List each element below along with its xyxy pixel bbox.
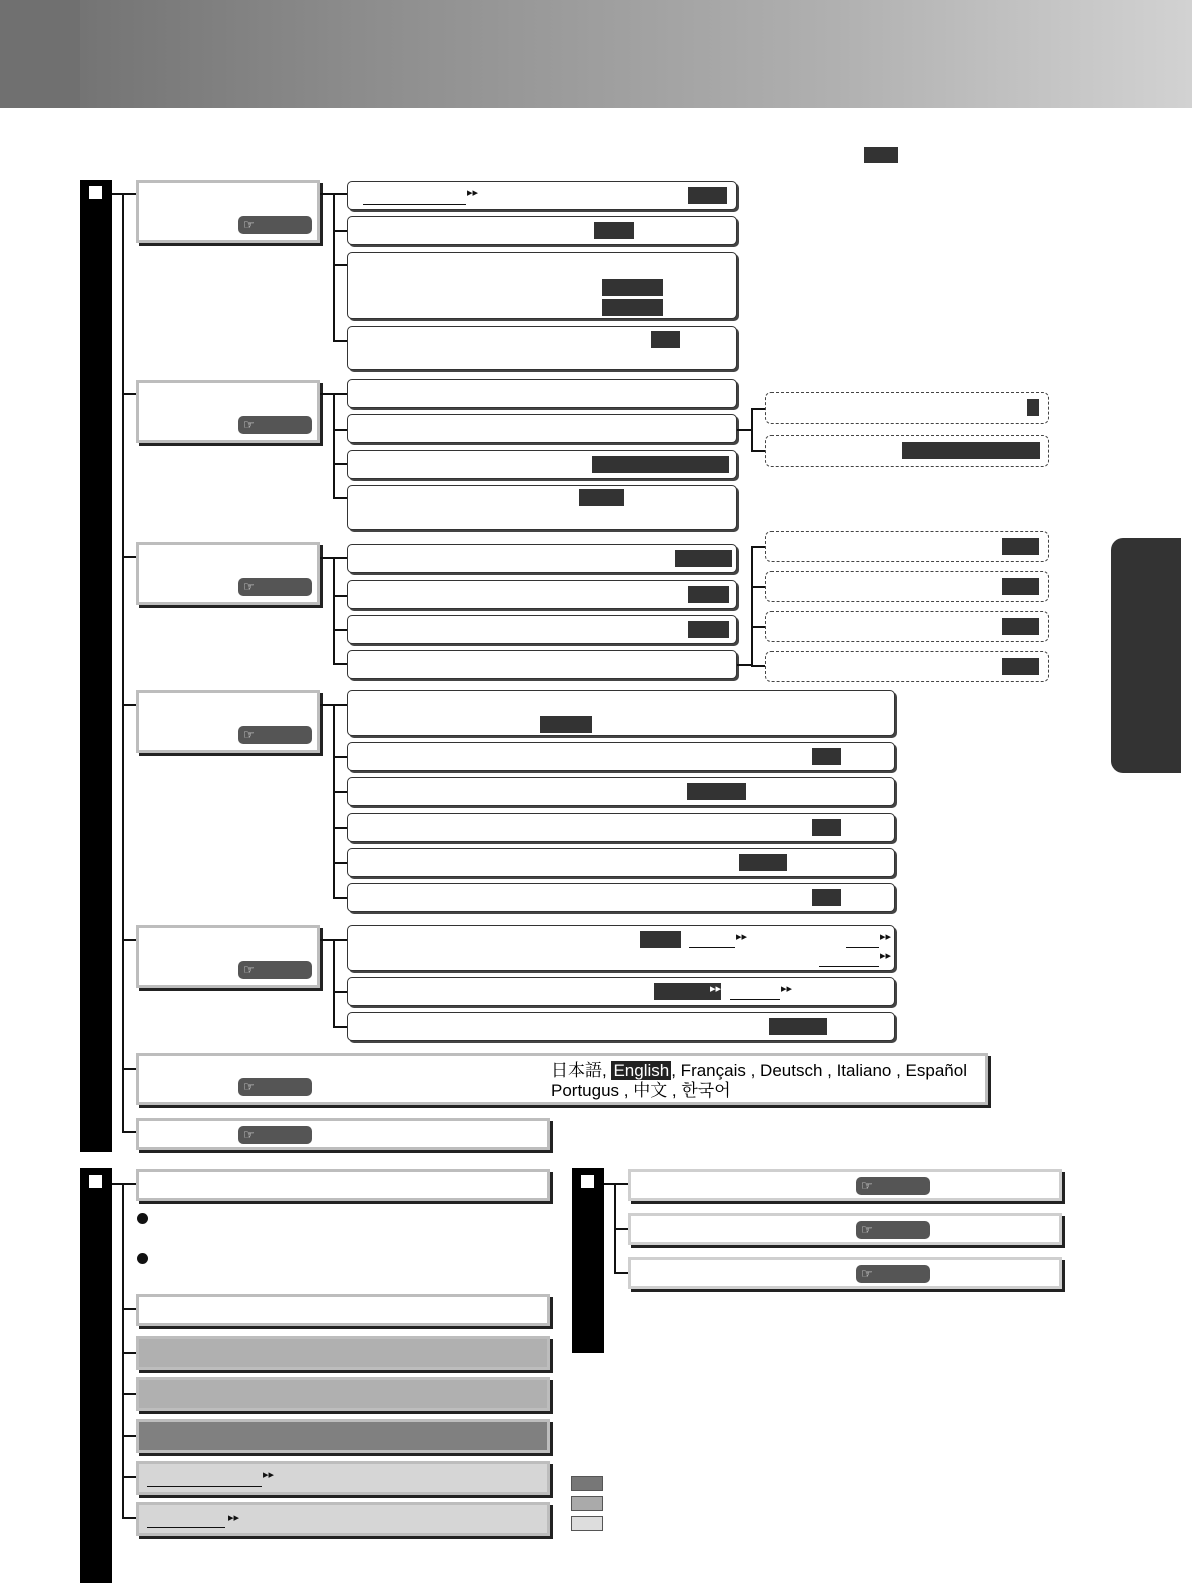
- default-value-highlight: [812, 819, 841, 836]
- pointing-hand-icon: ☞: [243, 417, 255, 432]
- tree-connector: [614, 1272, 628, 1274]
- menu-item-2-4[interactable]: [347, 485, 737, 530]
- tertiary-item-3[interactable]: [628, 1257, 1062, 1289]
- double-arrow-icon: ▸▸: [467, 187, 479, 199]
- tree-connector: [333, 862, 347, 864]
- double-arrow-icon: ▸▸: [781, 983, 793, 995]
- page-reference-badge: [238, 726, 312, 744]
- menu-item-4-3[interactable]: [347, 777, 895, 806]
- default-value-highlight: [769, 1018, 827, 1035]
- submenu-item-3-b[interactable]: [765, 571, 1049, 602]
- menu-item-2-1[interactable]: [347, 379, 737, 408]
- tree-connector: [333, 393, 347, 395]
- default-value-highlight: [687, 783, 746, 800]
- secondary-item-3-disabled: [136, 1336, 550, 1370]
- section-side-tab: [1111, 538, 1181, 773]
- tree-connector: [333, 463, 347, 465]
- page-reference-badge: [856, 1177, 930, 1195]
- tree-branch: [333, 557, 335, 664]
- language-options-line2[interactable]: Portugus , 中文 , 한국어: [551, 1081, 731, 1100]
- legend-swatch-mid: [571, 1496, 603, 1511]
- tree-connector: [122, 193, 136, 195]
- menu-category-2[interactable]: [136, 380, 320, 443]
- default-value-highlight: [812, 748, 841, 765]
- default-value-highlight: [902, 442, 1040, 459]
- submenu-item-3-a[interactable]: [765, 531, 1049, 562]
- main-menu-marker: [89, 186, 102, 199]
- pointing-hand-icon: ☞: [861, 1222, 873, 1237]
- menu-item-3-4[interactable]: [347, 650, 737, 679]
- double-arrow-icon: ▸▸: [736, 931, 748, 943]
- tree-branch: [333, 939, 335, 1027]
- language-english-selected[interactable]: English: [613, 1061, 670, 1080]
- page-reference-badge: [238, 216, 312, 234]
- menu-item-3-1[interactable]: [347, 544, 737, 573]
- submenu-item-2-2-b[interactable]: [765, 435, 1049, 467]
- secondary-item-4-disabled: [136, 1377, 550, 1411]
- default-value-highlight: [594, 222, 634, 239]
- separator: ,: [602, 1061, 607, 1080]
- underlined-option: [147, 1486, 262, 1487]
- pointing-hand-icon: ☞: [243, 579, 255, 594]
- page-reference-badge: [856, 1221, 930, 1239]
- bullet-point: [137, 1253, 148, 1264]
- tree-connector: [122, 1068, 136, 1070]
- default-value-highlight: [1027, 399, 1039, 416]
- tree-connector: [333, 497, 347, 499]
- default-value-highlight: [812, 889, 841, 906]
- double-arrow-icon: ▸▸: [228, 1512, 240, 1524]
- page-reference-badge: [856, 1265, 930, 1283]
- tree-connector: [122, 1476, 136, 1478]
- submenu-item-2-2-a[interactable]: [765, 392, 1049, 424]
- tertiary-menu-bar: [572, 1168, 604, 1353]
- page-reference-badge: [238, 416, 312, 434]
- default-value-highlight: [602, 299, 663, 316]
- default-value-highlight: [592, 456, 729, 473]
- page-reference-badge: [238, 1078, 312, 1096]
- tree-connector: [122, 704, 136, 706]
- secondary-menu-bar: [80, 1168, 112, 1583]
- secondary-item-2[interactable]: [136, 1294, 550, 1326]
- header-side-band: [0, 0, 80, 108]
- menu-item-4-2[interactable]: [347, 742, 895, 771]
- menu-item-4-4[interactable]: [347, 813, 895, 842]
- secondary-menu-marker: [89, 1175, 102, 1188]
- default-value-highlight: [579, 489, 624, 506]
- tree-connector: [320, 704, 334, 706]
- tree-connector: [751, 586, 765, 588]
- default-value-highlight: [1002, 538, 1039, 555]
- tree-connector: [122, 1517, 136, 1519]
- tree-connector: [333, 704, 347, 706]
- default-value-highlight: [675, 550, 732, 567]
- submenu-item-3-c[interactable]: [765, 611, 1049, 642]
- menu-category-1[interactable]: [136, 180, 320, 243]
- menu-item-4-5[interactable]: [347, 848, 895, 877]
- menu-item-5-2[interactable]: [347, 977, 895, 1006]
- tree-connector: [320, 557, 334, 559]
- tree-connector: [333, 897, 347, 899]
- tree-connector: [320, 939, 334, 941]
- menu-category-3[interactable]: [136, 542, 320, 605]
- menu-category-5[interactable]: [136, 925, 320, 988]
- tree-branch: [751, 546, 753, 666]
- tertiary-menu-marker: [581, 1175, 594, 1188]
- tertiary-item-1[interactable]: [628, 1169, 1062, 1201]
- default-value-highlight: [602, 279, 663, 296]
- tree-connector: [333, 340, 347, 342]
- page-reference-badge: [238, 1126, 312, 1144]
- tree-connector: [122, 1131, 136, 1133]
- default-value-highlight: [688, 187, 727, 204]
- pointing-hand-icon: ☞: [243, 1127, 255, 1142]
- secondary-item-6-disabled: [136, 1461, 550, 1495]
- language-options-line1: [551, 1061, 967, 1081]
- menu-item-1-1[interactable]: [347, 181, 737, 210]
- default-value-highlight: [1002, 578, 1039, 595]
- language-others[interactable]: , Français , Deutsch , Italiano , Español: [671, 1061, 967, 1080]
- tree-branch: [333, 193, 335, 341]
- tree-connector: [122, 1435, 136, 1437]
- underlined-option: [846, 947, 879, 948]
- menu-item-3-3[interactable]: [347, 615, 737, 644]
- tree-connector: [122, 1393, 136, 1395]
- tree-connector: [333, 827, 347, 829]
- tree-connector: [333, 629, 347, 631]
- tree-connector: [122, 1183, 136, 1185]
- underlined-option: [363, 204, 466, 205]
- default-value-highlight: [1002, 618, 1039, 635]
- tree-connector: [737, 664, 751, 666]
- tree-connector: [751, 665, 765, 667]
- tree-connector: [751, 450, 765, 452]
- tree-connector: [333, 595, 347, 597]
- tree-trunk: [122, 193, 124, 1133]
- double-arrow-icon: ▸▸: [880, 931, 892, 943]
- pointing-hand-icon: ☞: [243, 962, 255, 977]
- bullet-point: [137, 1213, 148, 1224]
- underlined-option: [819, 966, 879, 967]
- default-value-highlight: [688, 621, 729, 638]
- menu-category-7[interactable]: [136, 1118, 550, 1150]
- secondary-item-7-disabled: [136, 1502, 550, 1536]
- menu-item-2-3[interactable]: [347, 450, 737, 479]
- double-arrow-icon: ▸▸: [710, 983, 722, 995]
- tree-connector: [333, 939, 347, 941]
- tree-connector: [333, 756, 347, 758]
- menu-item-3-2[interactable]: [347, 580, 737, 609]
- main-menu-bar: [80, 180, 112, 1152]
- double-arrow-icon: ▸▸: [263, 1469, 275, 1481]
- default-value-key: [864, 147, 898, 163]
- menu-item-4-6[interactable]: [347, 883, 895, 912]
- tree-connector: [122, 1352, 136, 1354]
- tree-connector: [122, 1308, 136, 1310]
- menu-item-1-3[interactable]: [347, 252, 737, 319]
- default-value-highlight: [1002, 658, 1039, 675]
- tree-connector: [751, 626, 765, 628]
- underlined-option: [689, 947, 735, 948]
- underlined-option: [730, 999, 780, 1000]
- tree-connector: [320, 193, 334, 195]
- default-value-highlight: [540, 716, 592, 733]
- pointing-hand-icon: ☞: [243, 217, 255, 232]
- tree-connector: [751, 546, 765, 548]
- tree-branch: [333, 393, 335, 498]
- menu-item-1-2[interactable]: [347, 216, 737, 245]
- pointing-hand-icon: ☞: [861, 1178, 873, 1193]
- tree-connector: [122, 939, 136, 941]
- submenu-item-3-d[interactable]: [765, 651, 1049, 682]
- tree-connector: [122, 393, 136, 395]
- legend-swatch-light: [571, 1516, 603, 1531]
- secondary-item-1[interactable]: [136, 1169, 550, 1201]
- tree-connector: [333, 1026, 347, 1028]
- pointing-hand-icon: ☞: [861, 1266, 873, 1281]
- tree-connector: [333, 193, 347, 195]
- tree-connector: [333, 557, 347, 559]
- tree-connector: [333, 663, 347, 665]
- underlined-option: [147, 1527, 225, 1528]
- page-reference-badge: [238, 578, 312, 596]
- menu-item-5-1[interactable]: [347, 925, 895, 971]
- default-value-highlight: [651, 331, 680, 348]
- menu-item-5-3[interactable]: [347, 1012, 895, 1041]
- tree-connector: [122, 556, 136, 558]
- language-japanese[interactable]: 日本語: [551, 1061, 602, 1080]
- menu-item-1-4[interactable]: [347, 326, 737, 370]
- tree-connector: [737, 429, 751, 431]
- default-value-highlight: [739, 854, 787, 871]
- menu-category-4[interactable]: [136, 690, 320, 753]
- secondary-item-5-disabled: [136, 1419, 550, 1453]
- default-value-highlight: [688, 586, 729, 603]
- tree-connector: [320, 393, 334, 395]
- pointing-hand-icon: ☞: [243, 1079, 255, 1094]
- double-arrow-icon: ▸▸: [880, 950, 892, 962]
- pointing-hand-icon: ☞: [243, 727, 255, 742]
- tree-connector: [333, 264, 347, 266]
- page-header-band: [0, 0, 1192, 108]
- legend-swatch-dark: [571, 1476, 603, 1491]
- tree-connector: [614, 1183, 628, 1185]
- menu-item-4-1[interactable]: [347, 690, 895, 736]
- tree-branch: [333, 704, 335, 898]
- menu-item-2-2[interactable]: [347, 414, 737, 443]
- tree-connector: [333, 230, 347, 232]
- tertiary-item-2[interactable]: [628, 1213, 1062, 1245]
- tree-connector: [751, 408, 765, 410]
- page-reference-badge: [238, 961, 312, 979]
- tree-connector: [333, 429, 347, 431]
- tree-trunk: [122, 1183, 124, 1518]
- menu-category-language[interactable]: [136, 1053, 988, 1105]
- tree-connector: [614, 1228, 628, 1230]
- tree-branch: [751, 408, 753, 451]
- default-value-highlight: [640, 931, 681, 948]
- tree-connector: [333, 791, 347, 793]
- tree-connector: [333, 991, 347, 993]
